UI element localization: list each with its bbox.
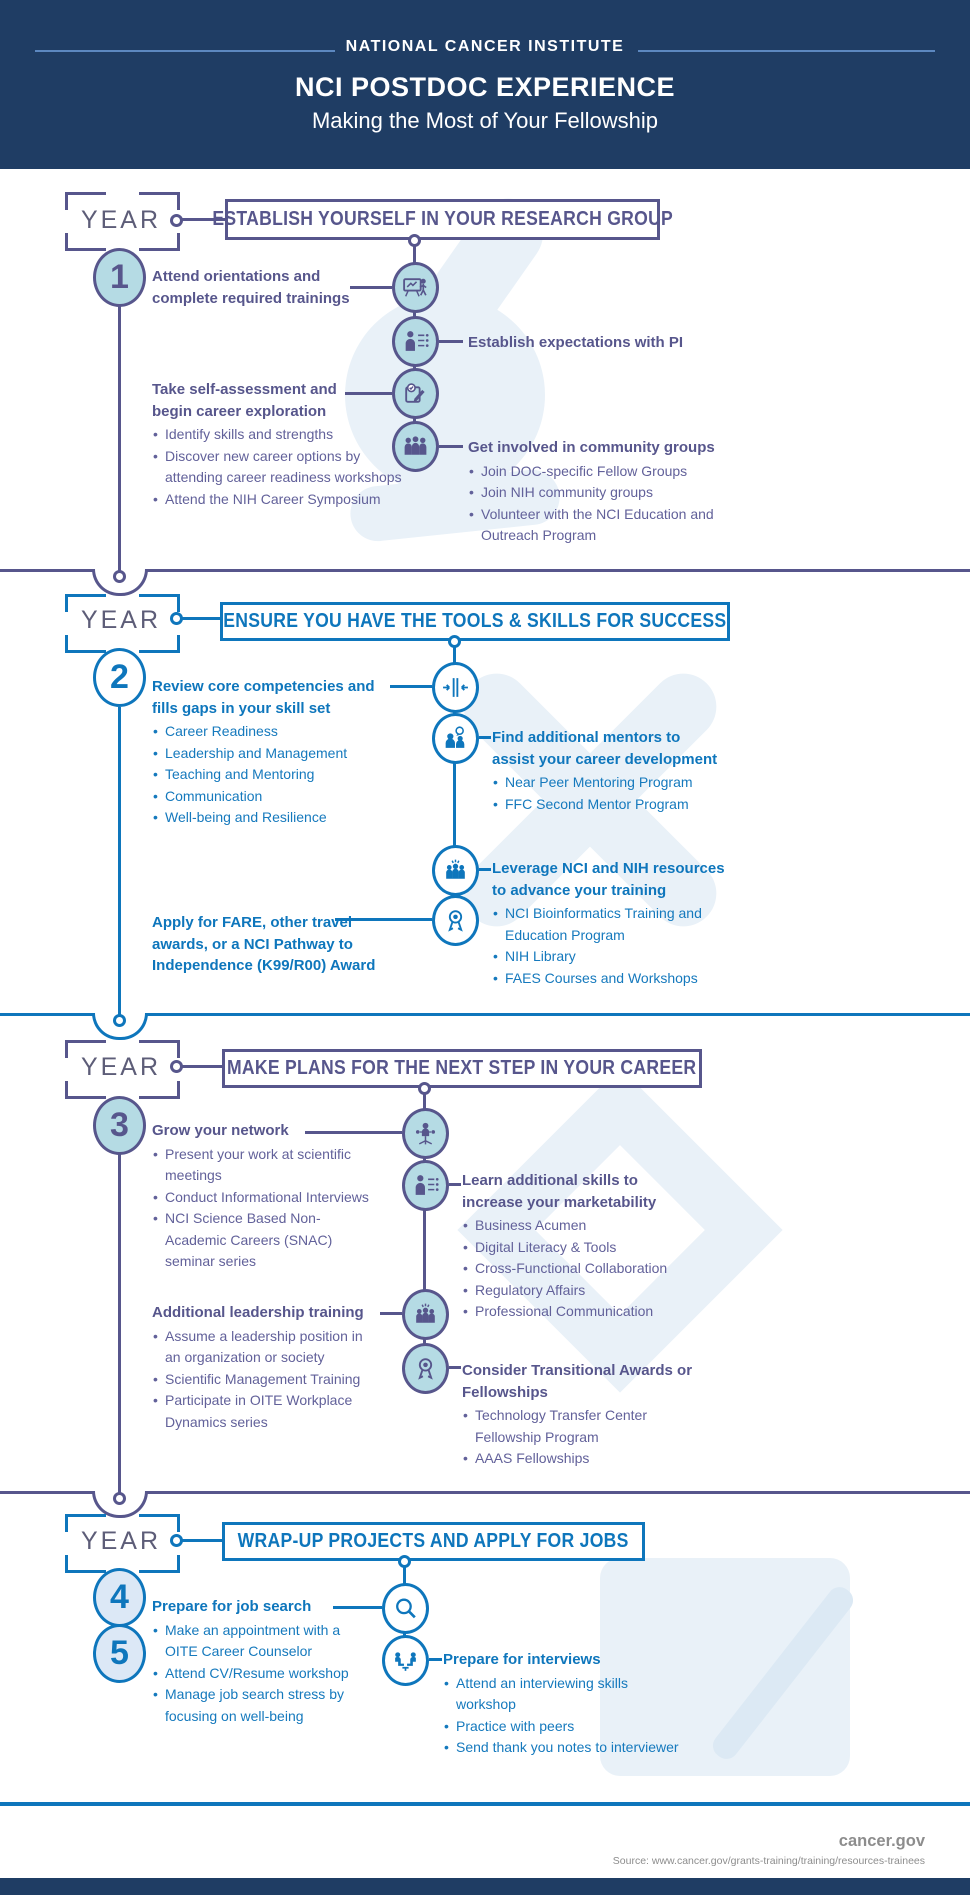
bullet: • Attend an interviewing skills workshop xyxy=(443,1673,688,1716)
item-connector xyxy=(439,445,463,448)
year-label: YEAR xyxy=(80,206,162,234)
item-bullet-list xyxy=(152,1620,357,1728)
timeline-end-dot xyxy=(113,1014,126,1027)
section-title: MAKE PLANS FOR THE NEXT STEP IN YOUR CAREER xyxy=(227,1057,697,1079)
item-heading: Additional leadership training xyxy=(152,1304,364,1321)
timeline-item xyxy=(462,1360,717,1470)
bullet: • FFC Second Mentor Program xyxy=(492,794,727,816)
source-attribution: Source: www.cancer.gov/grants-training/training/resources-trainees xyxy=(612,1855,925,1867)
year-label: YEAR xyxy=(80,1527,162,1555)
year-number-2: 2 xyxy=(93,648,146,707)
item-heading: Prepare for interviews xyxy=(443,1651,601,1668)
item-bullet-list xyxy=(492,772,727,815)
bullet: • Practice with peers xyxy=(443,1716,688,1738)
item-bullet-list xyxy=(152,424,407,510)
item-bullet-list xyxy=(492,903,732,989)
bullet: • Assume a leadership position in an organization or society xyxy=(152,1326,367,1369)
bullet: • Leadership and Management xyxy=(152,743,387,765)
timeline-item xyxy=(152,676,387,829)
connector-line xyxy=(182,1539,222,1542)
leadership-people-icon xyxy=(402,1289,449,1340)
section-title: ENSURE YOU HAVE THE TOOLS & SKILLS FOR SUCCESS xyxy=(223,610,727,632)
timeline-line xyxy=(118,707,121,1015)
timeline-item xyxy=(468,332,738,354)
page-title: NCI POSTDOC EXPERIENCE xyxy=(294,72,676,102)
timeline-item xyxy=(468,437,760,547)
bullet: • Technology Transfer Center Fellowship Program xyxy=(462,1405,704,1448)
year-number-1: 1 xyxy=(93,248,146,307)
bullet: • Present your work at scientific meetings xyxy=(152,1144,380,1187)
bullet: • Teaching and Mentoring xyxy=(152,764,387,786)
year-bracket xyxy=(139,233,180,251)
item-bullet-list xyxy=(443,1673,688,1759)
bullet: • FAES Courses and Workshops xyxy=(492,968,732,990)
connector-dot xyxy=(408,234,421,247)
item-connector xyxy=(429,1658,442,1661)
bullet: • NCI Bioinformatics Training and Education Program xyxy=(492,903,732,946)
section-title-box xyxy=(220,602,730,641)
bullet: • AAAS Fellowships xyxy=(462,1448,704,1470)
item-heading: Apply for FARE, other travel awards, or a NCI Pathway to Independence (K99/R00) Award xyxy=(152,914,376,974)
timeline-item xyxy=(152,379,407,510)
bullet: • Well-being and Resilience xyxy=(152,807,387,829)
timeline-end-dot xyxy=(113,570,126,583)
item-connector xyxy=(439,340,463,343)
bullet: • NCI Science Based Non-Academic Careers (SNAC) seminar series xyxy=(152,1208,380,1273)
bullet: • Career Readiness xyxy=(152,721,387,743)
year-bracket xyxy=(139,635,180,653)
bullet: • Conduct Informational Interviews xyxy=(152,1187,380,1209)
bullet: • Scientific Management Training xyxy=(152,1369,367,1391)
item-heading: Review core competencies and fills gaps in your skill set xyxy=(152,678,375,717)
item-heading: Leverage NCI and NIH resources to advance your training xyxy=(492,860,725,899)
item-bullet-list xyxy=(462,1215,702,1323)
year-label: YEAR xyxy=(80,1053,162,1081)
mentors-icon xyxy=(432,713,479,764)
section-title-box xyxy=(222,1049,702,1088)
connector-dot xyxy=(448,635,461,648)
item-connector xyxy=(449,1183,461,1186)
item-connector xyxy=(479,736,491,739)
header-banner xyxy=(0,0,970,169)
bullet: • Join NIH community groups xyxy=(468,482,760,504)
bullet: • Discover new career options by attending career readiness workshops xyxy=(152,446,407,489)
timeline-item xyxy=(152,1596,392,1727)
item-bullet-list xyxy=(152,721,387,829)
section-title-box xyxy=(222,1522,645,1561)
year-bracket xyxy=(65,1081,106,1099)
cancer-gov-brand: cancer.gov xyxy=(838,1832,925,1850)
item-heading: Find additional mentors to assist your career development xyxy=(492,729,718,768)
institute-name: NATIONAL CANCER INSTITUTE xyxy=(345,38,625,55)
connector-dot xyxy=(170,1060,183,1073)
item-bullet-list xyxy=(152,1326,367,1434)
item-heading: Grow your network xyxy=(152,1122,289,1139)
bullet: • Regulatory Affairs xyxy=(462,1280,702,1302)
timeline-item xyxy=(152,1120,402,1273)
timeline-item xyxy=(492,727,727,815)
resources-people-icon xyxy=(432,845,479,896)
page-subtitle: Making the Most of Your Fellowship xyxy=(311,108,659,133)
bullet: • Professional Communication xyxy=(462,1301,702,1323)
bullet: • Volunteer with the NCI Education and Outreach Program xyxy=(468,504,760,547)
timeline-item xyxy=(152,912,390,977)
item-connector xyxy=(479,868,491,871)
timeline-item xyxy=(492,858,732,989)
bullet: • Communication xyxy=(152,786,387,808)
item-bullet-list xyxy=(152,1144,380,1273)
bullet: • Business Acumen xyxy=(462,1215,702,1237)
bullet: • Near Peer Mentoring Program xyxy=(492,772,727,794)
year-bracket xyxy=(139,1555,180,1573)
bullet: • Attend CV/Resume workshop xyxy=(152,1663,357,1685)
section-title: ESTABLISH YOURSELF IN YOUR RESEARCH GROUP xyxy=(212,208,673,230)
connector-dot xyxy=(170,612,183,625)
item-heading: Get involved in community groups xyxy=(468,439,715,456)
bullet: • Join DOC-specific Fellow Groups xyxy=(468,461,760,483)
item-heading: Consider Transitional Awards or Fellowships xyxy=(462,1362,693,1401)
bullet: • Make an appointment with a OITE Career Counselor xyxy=(152,1620,357,1663)
bullet: • NIH Library xyxy=(492,946,732,968)
bullet: • Digital Literacy & Tools xyxy=(462,1237,702,1259)
timeline-line xyxy=(118,1154,121,1493)
skills-checklist-icon xyxy=(402,1160,449,1211)
year-bracket xyxy=(139,1081,180,1099)
bullet: • Identify skills and strengths xyxy=(152,424,407,446)
fill-gaps-arrows-icon xyxy=(432,662,479,713)
footer-rule xyxy=(0,1802,970,1806)
timeline-item xyxy=(462,1170,702,1323)
bullet: • Attend the NIH Career Symposium xyxy=(152,489,407,511)
year-bracket xyxy=(65,635,106,653)
connector-dot xyxy=(170,214,183,227)
item-connector xyxy=(449,1366,461,1369)
year-bracket xyxy=(65,1555,106,1573)
year-number-3: 3 xyxy=(93,1096,146,1155)
timeline-end-dot xyxy=(113,1492,126,1505)
timeline-item xyxy=(443,1649,688,1759)
bullet: • Participate in OITE Workplace Dynamics series xyxy=(152,1390,367,1433)
expectations-checklist-icon xyxy=(392,316,439,367)
award-ribbon-icon xyxy=(432,895,479,946)
connector-line xyxy=(182,617,220,620)
year-number-4: 4 xyxy=(93,1568,146,1627)
bullet: • Send thank you notes to interviewer xyxy=(443,1737,688,1759)
item-heading: Prepare for job search xyxy=(152,1598,312,1615)
bullet: • Cross-Functional Collaboration xyxy=(462,1258,702,1280)
item-heading: Establish expectations with PI xyxy=(468,334,684,351)
network-icon xyxy=(402,1108,449,1159)
award-ribbon-icon xyxy=(402,1343,449,1394)
section-title-box xyxy=(212,199,673,240)
item-bullet-list xyxy=(468,461,760,547)
section-title: WRAP-UP PROJECTS AND APPLY FOR JOBS xyxy=(238,1530,629,1552)
bottom-bar xyxy=(0,1878,970,1895)
connector-dot xyxy=(398,1555,411,1568)
year-number-5: 5 xyxy=(93,1624,146,1683)
item-connector xyxy=(390,685,432,688)
connector-line xyxy=(182,1065,222,1068)
timeline-item xyxy=(152,1302,402,1433)
year-label: YEAR xyxy=(80,606,162,634)
timeline-line xyxy=(118,306,121,571)
item-heading: Attend orientations and complete required trainings xyxy=(152,268,350,307)
year-bracket xyxy=(65,233,106,251)
connector-dot xyxy=(418,1082,431,1095)
timeline-item xyxy=(152,266,367,309)
connector-dot xyxy=(170,1534,183,1547)
bullet: • Manage job search stress by focusing on well-being xyxy=(152,1684,357,1727)
item-bullet-list xyxy=(462,1405,704,1470)
item-heading: Take self-assessment and begin career exploration xyxy=(152,381,337,420)
presentation-icon xyxy=(392,262,439,313)
item-heading: Learn additional skills to increase your marketability xyxy=(462,1172,657,1211)
